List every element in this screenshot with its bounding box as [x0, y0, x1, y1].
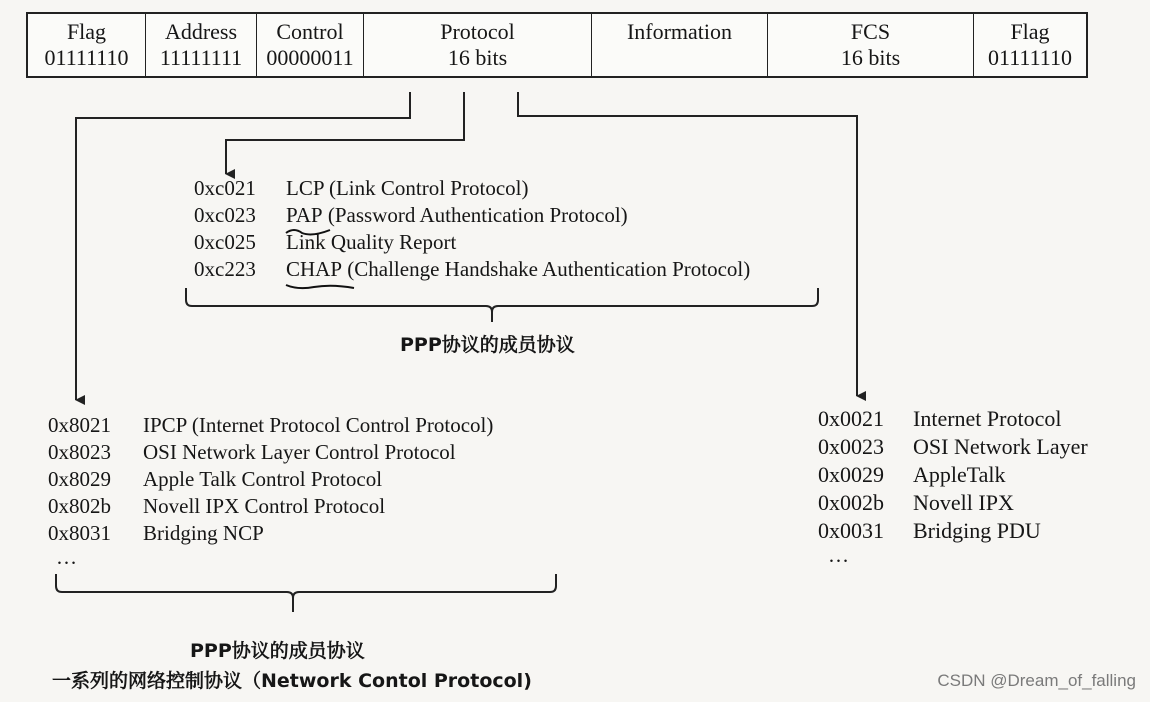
network-protocol-list: [818, 405, 1088, 565]
pap-rest-text: (Password Authentication Protocol): [322, 203, 628, 227]
lcp-brace: [186, 288, 818, 322]
list-item: [48, 493, 493, 520]
protocol-code: 0x8023: [48, 440, 111, 464]
pap-acronym-text: PAP: [286, 203, 323, 227]
protocol-code: 0xc023: [194, 203, 256, 227]
protocol-code: 0xc025: [194, 230, 256, 254]
control-name: Control: [276, 19, 344, 44]
protocol-code: 0x002b: [818, 490, 884, 515]
list-item: [194, 256, 750, 283]
list-item: [194, 229, 750, 256]
protocol-desc: Link Quality Report: [286, 230, 457, 254]
ncp-brace: [56, 574, 556, 612]
protocol-code: 0x802b: [48, 494, 111, 518]
chap-acronym: [286, 256, 342, 283]
protocol-desc: Novell IPX: [913, 490, 1014, 515]
flag-start-name: Flag: [66, 19, 107, 44]
ncp-ellipsis: …: [56, 545, 77, 569]
pap-acronym: [286, 202, 323, 229]
handwritten-underline: [284, 281, 356, 291]
ncp-caption-line2: 一系列的网络控制协议（Network Contol Protocol): [52, 670, 532, 692]
protocol-value: 16 bits: [447, 45, 508, 70]
list-item: [48, 439, 493, 466]
protocol-desc: Novell IPX Control Protocol: [143, 494, 386, 518]
protocol-code: 0x0029: [818, 462, 884, 487]
lcp-caption: PPP协议的成员协议: [400, 334, 575, 356]
list-item: [194, 175, 750, 202]
protocol-desc: OSI Network Layer: [913, 434, 1088, 459]
list-item: [818, 489, 1088, 517]
chap-rest-text: (Challenge Handshake Authentication Protocol): [342, 257, 751, 281]
protocol-desc: AppleTalk: [913, 462, 1006, 487]
list-item: [48, 466, 493, 493]
list-item: [48, 520, 493, 547]
list-item: [194, 202, 750, 229]
protocol-desc: Bridging PDU: [913, 518, 1041, 543]
list-item: [818, 433, 1088, 461]
protocol-code: 0x8029: [48, 467, 111, 491]
control-value: 00000011: [266, 45, 354, 70]
handwritten-underline: [284, 227, 332, 237]
protocol-desc: IPCP (Internet Protocol Control Protocol): [143, 413, 494, 437]
list-item: [818, 461, 1088, 489]
protocol-code: 0x0031: [818, 518, 884, 543]
protocol-desc: [286, 202, 628, 229]
fcs-name: FCS: [850, 19, 891, 44]
address-value: 11111111: [159, 45, 243, 70]
watermark: CSDN @Dream_of_falling: [937, 671, 1136, 690]
protocol-desc: [286, 256, 750, 283]
protocol-name: Protocol: [440, 19, 515, 44]
flag-end-value: 01111110: [988, 45, 1072, 70]
protocol-code: 0x8021: [48, 413, 111, 437]
protocol-code: 0x0023: [818, 434, 884, 459]
protocol-desc: Internet Protocol: [913, 406, 1062, 431]
protocol-code: 0x0021: [818, 406, 884, 431]
fcs-value: 16 bits: [840, 45, 901, 70]
chap-acronym-text: CHAP: [286, 257, 343, 281]
ncp-caption-line1: PPP协议的成员协议: [190, 640, 365, 662]
protocol-code: 0xc021: [194, 176, 256, 200]
protocol-desc: OSI Network Layer Control Protocol: [143, 440, 456, 464]
lcp-protocol-list: [194, 175, 750, 283]
information-name: Information: [626, 19, 733, 44]
flag-start-value: 01111110: [44, 45, 129, 70]
list-item: [818, 517, 1088, 545]
protocol-desc: Apple Talk Control Protocol: [143, 467, 383, 491]
arrow-to-lcp: [226, 92, 464, 174]
protocol-code: 0x8031: [48, 521, 111, 545]
protocol-desc: LCP (Link Control Protocol): [286, 176, 529, 200]
network-ellipsis: …: [828, 543, 849, 567]
protocol-code: 0xc223: [194, 257, 256, 281]
list-item: [818, 405, 1088, 433]
address-name: Address: [164, 19, 238, 44]
list-item: [48, 412, 493, 439]
protocol-desc: Bridging NCP: [143, 521, 264, 545]
flag-end-name: Flag: [1010, 19, 1050, 44]
ncp-protocol-list: [48, 412, 493, 567]
